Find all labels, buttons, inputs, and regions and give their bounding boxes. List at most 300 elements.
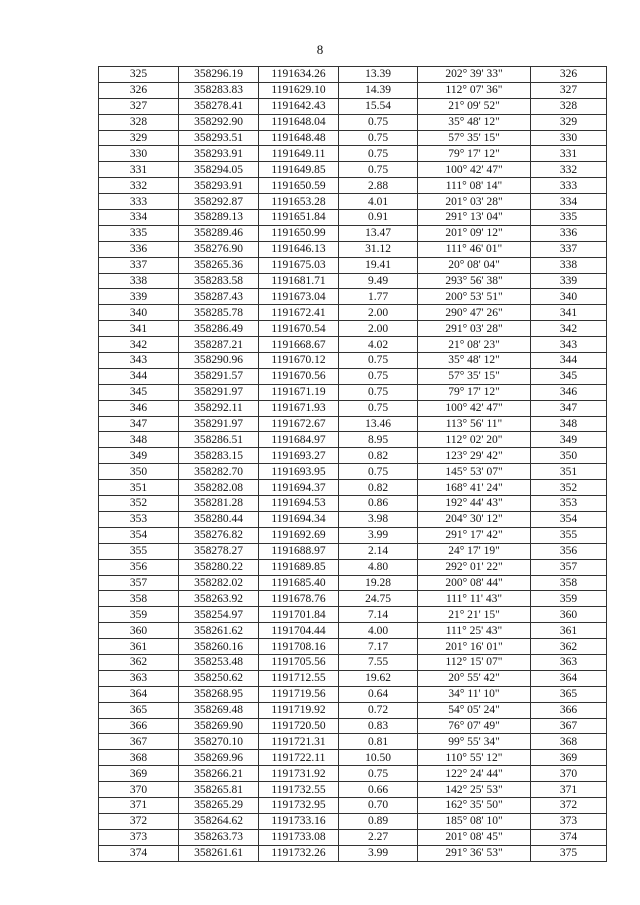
point-number-cell: 342 xyxy=(99,337,179,353)
next-point-cell: 342 xyxy=(531,321,607,337)
point-number-cell: 371 xyxy=(99,797,179,813)
next-point-cell: 354 xyxy=(531,511,607,527)
table-row xyxy=(99,702,607,718)
y-coordinate-cell: 1191692.69 xyxy=(259,527,339,543)
next-point-cell: 347 xyxy=(531,400,607,416)
table-row xyxy=(99,782,607,798)
bearing-cell: 201° 09' 12" xyxy=(418,225,531,241)
bearing-cell: 21° 08' 23" xyxy=(418,337,531,353)
table-row xyxy=(99,639,607,655)
distance-cell: 19.41 xyxy=(339,257,418,273)
next-point-cell: 363 xyxy=(531,654,607,670)
y-coordinate-cell: 1191719.56 xyxy=(259,686,339,702)
y-coordinate-cell: 1191732.26 xyxy=(259,845,339,861)
y-coordinate-cell: 1191733.08 xyxy=(259,829,339,845)
y-coordinate-cell: 1191649.85 xyxy=(259,162,339,178)
table-row xyxy=(99,98,607,114)
next-point-cell: 336 xyxy=(531,225,607,241)
distance-cell: 13.46 xyxy=(339,416,418,432)
distance-cell: 13.47 xyxy=(339,225,418,241)
distance-cell: 19.62 xyxy=(339,670,418,686)
point-number-cell: 347 xyxy=(99,416,179,432)
bearing-cell: 21° 21' 15" xyxy=(418,607,531,623)
table-row xyxy=(99,82,607,98)
distance-cell: 0.75 xyxy=(339,114,418,130)
next-point-cell: 351 xyxy=(531,464,607,480)
point-number-cell: 327 xyxy=(99,98,179,114)
x-coordinate-cell: 358287.21 xyxy=(179,337,259,353)
y-coordinate-cell: 1191693.95 xyxy=(259,464,339,480)
x-coordinate-cell: 358286.49 xyxy=(179,321,259,337)
next-point-cell: 337 xyxy=(531,241,607,257)
point-number-cell: 343 xyxy=(99,353,179,369)
y-coordinate-cell: 1191684.97 xyxy=(259,432,339,448)
x-coordinate-cell: 358282.70 xyxy=(179,464,259,480)
point-number-cell: 369 xyxy=(99,766,179,782)
y-coordinate-cell: 1191731.92 xyxy=(259,766,339,782)
table-row xyxy=(99,607,607,623)
next-point-cell: 330 xyxy=(531,130,607,146)
x-coordinate-cell: 358265.29 xyxy=(179,797,259,813)
table-row xyxy=(99,511,607,527)
distance-cell: 0.75 xyxy=(339,368,418,384)
bearing-cell: 200° 53' 51" xyxy=(418,289,531,305)
point-number-cell: 359 xyxy=(99,607,179,623)
y-coordinate-cell: 1191648.04 xyxy=(259,114,339,130)
bearing-cell: 99° 55' 34" xyxy=(418,734,531,750)
point-number-cell: 340 xyxy=(99,305,179,321)
y-coordinate-cell: 1191704.44 xyxy=(259,623,339,639)
x-coordinate-cell: 358278.41 xyxy=(179,98,259,114)
table-row xyxy=(99,416,607,432)
point-number-cell: 345 xyxy=(99,384,179,400)
next-point-cell: 368 xyxy=(531,734,607,750)
y-coordinate-cell: 1191685.40 xyxy=(259,575,339,591)
next-point-cell: 335 xyxy=(531,210,607,226)
next-point-cell: 373 xyxy=(531,813,607,829)
point-number-cell: 361 xyxy=(99,639,179,655)
table-row xyxy=(99,321,607,337)
table-row xyxy=(99,178,607,194)
point-number-cell: 353 xyxy=(99,511,179,527)
distance-cell: 10.50 xyxy=(339,750,418,766)
next-point-cell: 365 xyxy=(531,686,607,702)
next-point-cell: 341 xyxy=(531,305,607,321)
next-point-cell: 360 xyxy=(531,607,607,623)
bearing-cell: 112° 02' 20" xyxy=(418,432,531,448)
bearing-cell: 24° 17' 19" xyxy=(418,543,531,559)
table-row xyxy=(99,559,607,575)
x-coordinate-cell: 358291.97 xyxy=(179,416,259,432)
next-point-cell: 375 xyxy=(531,845,607,861)
table-row xyxy=(99,114,607,130)
next-point-cell: 332 xyxy=(531,162,607,178)
y-coordinate-cell: 1191671.19 xyxy=(259,384,339,400)
y-coordinate-cell: 1191642.43 xyxy=(259,98,339,114)
next-point-cell: 327 xyxy=(531,82,607,98)
bearing-cell: 201° 08' 45" xyxy=(418,829,531,845)
table-row xyxy=(99,575,607,591)
bearing-cell: 20° 55' 42" xyxy=(418,670,531,686)
table-row xyxy=(99,337,607,353)
next-point-cell: 370 xyxy=(531,766,607,782)
table-row xyxy=(99,543,607,559)
x-coordinate-cell: 358263.92 xyxy=(179,591,259,607)
next-point-cell: 343 xyxy=(531,337,607,353)
point-number-cell: 341 xyxy=(99,321,179,337)
x-coordinate-cell: 358276.90 xyxy=(179,241,259,257)
next-point-cell: 329 xyxy=(531,114,607,130)
point-number-cell: 362 xyxy=(99,654,179,670)
distance-cell: 2.14 xyxy=(339,543,418,559)
x-coordinate-cell: 358278.27 xyxy=(179,543,259,559)
distance-cell: 0.86 xyxy=(339,496,418,512)
point-number-cell: 329 xyxy=(99,130,179,146)
y-coordinate-cell: 1191653.28 xyxy=(259,194,339,210)
y-coordinate-cell: 1191651.84 xyxy=(259,210,339,226)
distance-cell: 0.89 xyxy=(339,813,418,829)
x-coordinate-cell: 358285.78 xyxy=(179,305,259,321)
distance-cell: 24.75 xyxy=(339,591,418,607)
point-number-cell: 350 xyxy=(99,464,179,480)
bearing-cell: 201° 16' 01" xyxy=(418,639,531,655)
bearing-cell: 291° 17' 42" xyxy=(418,527,531,543)
y-coordinate-cell: 1191708.16 xyxy=(259,639,339,655)
bearing-cell: 54° 05' 24" xyxy=(418,702,531,718)
y-coordinate-cell: 1191673.04 xyxy=(259,289,339,305)
point-number-cell: 331 xyxy=(99,162,179,178)
next-point-cell: 369 xyxy=(531,750,607,766)
table-row xyxy=(99,591,607,607)
x-coordinate-cell: 358276.82 xyxy=(179,527,259,543)
y-coordinate-cell: 1191694.53 xyxy=(259,496,339,512)
bearing-cell: 185° 08' 10" xyxy=(418,813,531,829)
distance-cell: 0.72 xyxy=(339,702,418,718)
table-row xyxy=(99,527,607,543)
x-coordinate-cell: 358283.83 xyxy=(179,82,259,98)
next-point-cell: 349 xyxy=(531,432,607,448)
distance-cell: 2.88 xyxy=(339,178,418,194)
bearing-cell: 192° 44' 43" xyxy=(418,496,531,512)
table-row xyxy=(99,750,607,766)
x-coordinate-cell: 358291.57 xyxy=(179,368,259,384)
point-number-cell: 355 xyxy=(99,543,179,559)
point-number-cell: 344 xyxy=(99,368,179,384)
point-number-cell: 374 xyxy=(99,845,179,861)
bearing-cell: 122° 24' 44" xyxy=(418,766,531,782)
bearing-cell: 292° 01' 22" xyxy=(418,559,531,575)
bearing-cell: 291° 03' 28" xyxy=(418,321,531,337)
x-coordinate-cell: 358292.11 xyxy=(179,400,259,416)
bearing-cell: 21° 09' 52" xyxy=(418,98,531,114)
x-coordinate-cell: 358292.90 xyxy=(179,114,259,130)
bearing-cell: 202° 39' 33" xyxy=(418,67,531,83)
bearing-cell: 79° 17' 12" xyxy=(418,146,531,162)
bearing-cell: 123° 29' 42" xyxy=(418,448,531,464)
bearing-cell: 204° 30' 12" xyxy=(418,511,531,527)
point-number-cell: 360 xyxy=(99,623,179,639)
y-coordinate-cell: 1191670.12 xyxy=(259,353,339,369)
distance-cell: 0.91 xyxy=(339,210,418,226)
y-coordinate-cell: 1191650.59 xyxy=(259,178,339,194)
page-number: 8 xyxy=(316,42,324,57)
table-row xyxy=(99,766,607,782)
x-coordinate-cell: 358294.05 xyxy=(179,162,259,178)
table-row xyxy=(99,670,607,686)
distance-cell: 0.81 xyxy=(339,734,418,750)
bearing-cell: 76° 07' 49" xyxy=(418,718,531,734)
y-coordinate-cell: 1191701.84 xyxy=(259,607,339,623)
y-coordinate-cell: 1191694.34 xyxy=(259,511,339,527)
x-coordinate-cell: 358293.91 xyxy=(179,178,259,194)
x-coordinate-cell: 358260.16 xyxy=(179,639,259,655)
bearing-cell: 145° 53' 07" xyxy=(418,464,531,480)
x-coordinate-cell: 358296.19 xyxy=(179,67,259,83)
distance-cell: 2.27 xyxy=(339,829,418,845)
y-coordinate-cell: 1191648.48 xyxy=(259,130,339,146)
table-row xyxy=(99,162,607,178)
distance-cell: 3.99 xyxy=(339,845,418,861)
table-row xyxy=(99,829,607,845)
x-coordinate-cell: 358261.61 xyxy=(179,845,259,861)
point-number-cell: 337 xyxy=(99,257,179,273)
next-point-cell: 372 xyxy=(531,797,607,813)
point-number-cell: 339 xyxy=(99,289,179,305)
y-coordinate-cell: 1191732.95 xyxy=(259,797,339,813)
table-row xyxy=(99,432,607,448)
table-body xyxy=(99,67,607,862)
point-number-cell: 328 xyxy=(99,114,179,130)
distance-cell: 13.39 xyxy=(339,67,418,83)
x-coordinate-cell: 358270.10 xyxy=(179,734,259,750)
x-coordinate-cell: 358283.15 xyxy=(179,448,259,464)
y-coordinate-cell: 1191721.31 xyxy=(259,734,339,750)
x-coordinate-cell: 358253.48 xyxy=(179,654,259,670)
distance-cell: 1.77 xyxy=(339,289,418,305)
distance-cell: 0.75 xyxy=(339,766,418,782)
next-point-cell: 346 xyxy=(531,384,607,400)
y-coordinate-cell: 1191681.71 xyxy=(259,273,339,289)
x-coordinate-cell: 358268.95 xyxy=(179,686,259,702)
x-coordinate-cell: 358282.02 xyxy=(179,575,259,591)
point-number-cell: 366 xyxy=(99,718,179,734)
x-coordinate-cell: 358289.46 xyxy=(179,225,259,241)
table-row xyxy=(99,480,607,496)
next-point-cell: 366 xyxy=(531,702,607,718)
next-point-cell: 340 xyxy=(531,289,607,305)
distance-cell: 19.28 xyxy=(339,575,418,591)
bearing-cell: 35° 48' 12" xyxy=(418,353,531,369)
y-coordinate-cell: 1191694.37 xyxy=(259,480,339,496)
distance-cell: 8.95 xyxy=(339,432,418,448)
x-coordinate-cell: 358280.22 xyxy=(179,559,259,575)
point-number-cell: 326 xyxy=(99,82,179,98)
x-coordinate-cell: 358280.44 xyxy=(179,511,259,527)
table-row xyxy=(99,225,607,241)
x-coordinate-cell: 358266.21 xyxy=(179,766,259,782)
bearing-cell: 79° 17' 12" xyxy=(418,384,531,400)
next-point-cell: 364 xyxy=(531,670,607,686)
coordinates-table xyxy=(98,66,607,862)
point-number-cell: 354 xyxy=(99,527,179,543)
point-number-cell: 348 xyxy=(99,432,179,448)
point-number-cell: 335 xyxy=(99,225,179,241)
next-point-cell: 362 xyxy=(531,639,607,655)
x-coordinate-cell: 358254.97 xyxy=(179,607,259,623)
y-coordinate-cell: 1191693.27 xyxy=(259,448,339,464)
distance-cell: 0.70 xyxy=(339,797,418,813)
next-point-cell: 374 xyxy=(531,829,607,845)
x-coordinate-cell: 358250.62 xyxy=(179,670,259,686)
bearing-cell: 100° 42' 47" xyxy=(418,162,531,178)
point-number-cell: 334 xyxy=(99,210,179,226)
table-row xyxy=(99,734,607,750)
distance-cell: 0.75 xyxy=(339,146,418,162)
next-point-cell: 348 xyxy=(531,416,607,432)
x-coordinate-cell: 358289.13 xyxy=(179,210,259,226)
next-point-cell: 344 xyxy=(531,353,607,369)
x-coordinate-cell: 358287.43 xyxy=(179,289,259,305)
next-point-cell: 339 xyxy=(531,273,607,289)
x-coordinate-cell: 358265.81 xyxy=(179,782,259,798)
next-point-cell: 353 xyxy=(531,496,607,512)
distance-cell: 9.49 xyxy=(339,273,418,289)
next-point-cell: 345 xyxy=(531,368,607,384)
y-coordinate-cell: 1191688.97 xyxy=(259,543,339,559)
distance-cell: 0.75 xyxy=(339,353,418,369)
bearing-cell: 142° 25' 53" xyxy=(418,782,531,798)
point-number-cell: 330 xyxy=(99,146,179,162)
x-coordinate-cell: 358265.36 xyxy=(179,257,259,273)
table-row xyxy=(99,67,607,83)
next-point-cell: 361 xyxy=(531,623,607,639)
distance-cell: 15.54 xyxy=(339,98,418,114)
table-row xyxy=(99,400,607,416)
table-row xyxy=(99,146,607,162)
distance-cell: 0.75 xyxy=(339,464,418,480)
table-row xyxy=(99,686,607,702)
next-point-cell: 334 xyxy=(531,194,607,210)
y-coordinate-cell: 1191649.11 xyxy=(259,146,339,162)
table-row xyxy=(99,623,607,639)
bearing-cell: 111° 46' 01" xyxy=(418,241,531,257)
bearing-cell: 34° 11' 10" xyxy=(418,686,531,702)
table-row xyxy=(99,353,607,369)
x-coordinate-cell: 358269.48 xyxy=(179,702,259,718)
point-number-cell: 368 xyxy=(99,750,179,766)
bearing-cell: 35° 48' 12" xyxy=(418,114,531,130)
x-coordinate-cell: 358291.97 xyxy=(179,384,259,400)
bearing-cell: 162° 35' 50" xyxy=(418,797,531,813)
point-number-cell: 352 xyxy=(99,496,179,512)
point-number-cell: 372 xyxy=(99,813,179,829)
point-number-cell: 338 xyxy=(99,273,179,289)
bearing-cell: 201° 03' 28" xyxy=(418,194,531,210)
bearing-cell: 168° 41' 24" xyxy=(418,480,531,496)
bearing-cell: 57° 35' 15" xyxy=(418,368,531,384)
y-coordinate-cell: 1191650.99 xyxy=(259,225,339,241)
table-row xyxy=(99,448,607,464)
point-number-cell: 365 xyxy=(99,702,179,718)
bearing-cell: 293° 56' 38" xyxy=(418,273,531,289)
point-number-cell: 356 xyxy=(99,559,179,575)
distance-cell: 0.64 xyxy=(339,686,418,702)
x-coordinate-cell: 358264.62 xyxy=(179,813,259,829)
x-coordinate-cell: 358292.87 xyxy=(179,194,259,210)
distance-cell: 0.75 xyxy=(339,130,418,146)
y-coordinate-cell: 1191672.41 xyxy=(259,305,339,321)
distance-cell: 0.75 xyxy=(339,162,418,178)
distance-cell: 0.82 xyxy=(339,480,418,496)
distance-cell: 7.14 xyxy=(339,607,418,623)
table-row xyxy=(99,194,607,210)
table-row xyxy=(99,496,607,512)
point-number-cell: 370 xyxy=(99,782,179,798)
next-point-cell: 326 xyxy=(531,67,607,83)
table-row xyxy=(99,384,607,400)
x-coordinate-cell: 358293.51 xyxy=(179,130,259,146)
y-coordinate-cell: 1191671.93 xyxy=(259,400,339,416)
distance-cell: 0.66 xyxy=(339,782,418,798)
y-coordinate-cell: 1191670.56 xyxy=(259,368,339,384)
table-row xyxy=(99,241,607,257)
next-point-cell: 357 xyxy=(531,559,607,575)
distance-cell: 4.01 xyxy=(339,194,418,210)
y-coordinate-cell: 1191670.54 xyxy=(259,321,339,337)
distance-cell: 4.80 xyxy=(339,559,418,575)
bearing-cell: 20° 08' 04" xyxy=(418,257,531,273)
next-point-cell: 338 xyxy=(531,257,607,273)
next-point-cell: 328 xyxy=(531,98,607,114)
table-row xyxy=(99,654,607,670)
point-number-cell: 332 xyxy=(99,178,179,194)
table-row xyxy=(99,257,607,273)
point-number-cell: 349 xyxy=(99,448,179,464)
y-coordinate-cell: 1191705.56 xyxy=(259,654,339,670)
table-row xyxy=(99,273,607,289)
next-point-cell: 358 xyxy=(531,575,607,591)
point-number-cell: 325 xyxy=(99,67,179,83)
next-point-cell: 331 xyxy=(531,146,607,162)
point-number-cell: 363 xyxy=(99,670,179,686)
bearing-cell: 113° 56' 11" xyxy=(418,416,531,432)
point-number-cell: 358 xyxy=(99,591,179,607)
bearing-cell: 291° 36' 53" xyxy=(418,845,531,861)
table-row xyxy=(99,210,607,226)
point-number-cell: 367 xyxy=(99,734,179,750)
next-point-cell: 367 xyxy=(531,718,607,734)
bearing-cell: 112° 07' 36" xyxy=(418,82,531,98)
x-coordinate-cell: 358286.51 xyxy=(179,432,259,448)
x-coordinate-cell: 358281.28 xyxy=(179,496,259,512)
point-number-cell: 336 xyxy=(99,241,179,257)
point-number-cell: 346 xyxy=(99,400,179,416)
next-point-cell: 359 xyxy=(531,591,607,607)
distance-cell: 3.99 xyxy=(339,527,418,543)
distance-cell: 4.00 xyxy=(339,623,418,639)
table-row xyxy=(99,845,607,861)
distance-cell: 3.98 xyxy=(339,511,418,527)
x-coordinate-cell: 358282.08 xyxy=(179,480,259,496)
y-coordinate-cell: 1191733.16 xyxy=(259,813,339,829)
table-row xyxy=(99,130,607,146)
table-row xyxy=(99,464,607,480)
y-coordinate-cell: 1191668.67 xyxy=(259,337,339,353)
distance-cell: 2.00 xyxy=(339,305,418,321)
distance-cell: 31.12 xyxy=(339,241,418,257)
y-coordinate-cell: 1191689.85 xyxy=(259,559,339,575)
bearing-cell: 111° 11' 43" xyxy=(418,591,531,607)
